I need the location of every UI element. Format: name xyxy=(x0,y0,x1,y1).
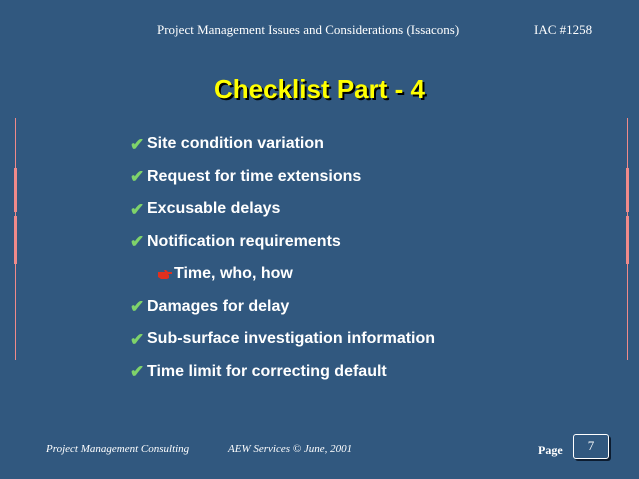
checklist-item xyxy=(130,128,435,161)
check-icon: ✔ xyxy=(130,362,145,382)
checklist-item-label: Damages for delay xyxy=(147,297,290,315)
checklist-item-label: Request for time extensions xyxy=(147,167,362,185)
checklist-item xyxy=(130,193,435,226)
check-icon: ✔ xyxy=(130,167,145,187)
checklist-item xyxy=(130,291,435,324)
right-side-accent-upper xyxy=(626,168,629,212)
left-side-accent-upper xyxy=(14,168,17,212)
checklist-subitem xyxy=(130,258,435,291)
checklist-item-label: Site condition variation xyxy=(147,135,324,153)
slide-title: Checklist Part - 4 xyxy=(214,74,425,104)
header-code: IAC #1258 xyxy=(534,22,593,37)
checklist-item xyxy=(130,323,435,356)
check-icon: ✔ xyxy=(130,232,145,252)
footer-company: Project Management Consulting xyxy=(46,443,190,455)
checklist xyxy=(130,128,435,388)
checklist-item xyxy=(130,226,435,259)
checklist-item xyxy=(130,161,435,194)
footer-copyright: AEW Services © June, 2001 xyxy=(228,443,353,455)
check-icon: ✔ xyxy=(130,134,145,154)
checklist-item-label: Time, who, how xyxy=(174,265,293,283)
page-label: Page xyxy=(538,443,563,457)
header-title: Project Management Issues and Considerations (Issacons) xyxy=(157,22,460,37)
check-icon: ✔ xyxy=(130,329,145,349)
right-side-accent-lower xyxy=(626,216,629,264)
page-number: 7 xyxy=(573,434,609,459)
checklist-item-label: Sub-surface investigation information xyxy=(147,330,436,348)
checklist-item-label: Notification requirements xyxy=(147,232,341,250)
checklist-item-label: Excusable delays xyxy=(147,200,281,218)
check-icon: ✔ xyxy=(130,297,145,317)
checklist-item xyxy=(130,356,435,389)
pointing-hand-icon xyxy=(158,268,173,280)
check-icon: ✔ xyxy=(130,199,145,219)
left-side-accent-lower xyxy=(14,216,17,264)
checklist-item-label: Time limit for correcting default xyxy=(147,362,387,380)
